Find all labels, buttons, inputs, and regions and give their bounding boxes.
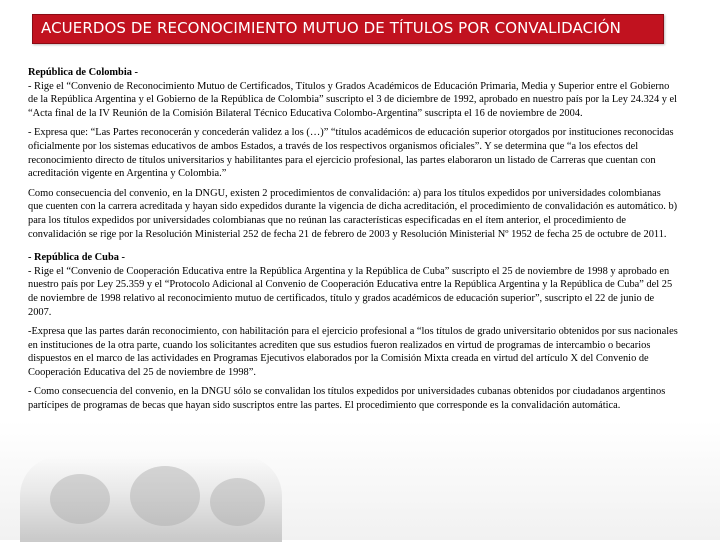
cuba-paragraph-1: - Rige el “Convenio de Cooperación Educativa entre la República Argentina y la República de Cuba” suscripto el 25 de noviembre de 1998 y aprobado en nuestro país por Ley 25.359 y el “Protocolo Adicional al Convenio de Cooperación Educativa entre la República Argentina y la República de Cuba” del 25 de noviembre de 1998 relativo al reconocimiento mutuo de certificados, título y grados académicos de educación superior”, suscripto el 22 de junio de 2007. — [28, 265, 673, 318]
photo-figure — [210, 478, 265, 526]
slide-title-bar — [32, 14, 664, 44]
slide-content — [28, 66, 678, 419]
slide-title: ACUERDOS DE RECONOCIMIENTO MUTUO DE TÍTULOS POR CONVALIDACIÓN — [41, 19, 621, 37]
colombia-paragraph-1: - Rige el “Convenio de Reconocimiento Mutuo de Certificados, Títulos y Grados Académicos de Educación Primaria, Media y Superior entre el Gobierno de la República Argentina y el Gobierno de la República de Colombia” suscripto el 3 de diciembre de 1992, aprobado en nuestro país por la Ley 24.324 y el “Acta final de la IV Reunión de la Comisión Bilateral Técnico Educativa Colombo-Argentina” suscripta el 16 de noviembre de 2004. — [28, 80, 678, 119]
photo-figure — [50, 474, 110, 524]
photo-figure — [130, 466, 200, 526]
colombia-heading: República de Colombia - — [28, 67, 138, 78]
cuba-heading: - República de Cuba - — [28, 252, 125, 264]
colombia-section — [28, 66, 678, 120]
cuba-section — [28, 251, 678, 319]
cuba-paragraph-2: -Expresa que las partes darán reconocimiento, con habilitación para el ejercicio profesional a “los títulos de grado universitario obtenidos por sus nacionales en instituciones de la otra parte, cuando los solicitantes acrediten que sus estudios fueron realizados en virtud de programas de intercambio o becarios dispuestos en el marco de las actividades en Programas Ejecutivos elaborados por la Comisión Mixta creada en virtud del artículo X del Convenio de Cooperación Educativa del 25 de noviembre de 1998”. — [28, 326, 678, 378]
colombia-paragraph-2: - Expresa que: “Las Partes reconocerán y concederán validez a los (…)” “títulos académicos de educación superior otorgados por instituciones reconocidas oficialmente por los sistemas educativos de ambos Estados, a través de los respectivos organismos oficiales”. Y se determina que “a los efectos del reconocimiento directo de títulos universitarios y habilitantes para el ejercicio profesional, las partes elaboraron un listado de Carreras que cuentan con acreditación vigente en Argentina y Colombia.” — [28, 127, 674, 180]
background-photo — [20, 456, 282, 542]
cuba-paragraph-3: - Como consecuencia del convenio, en la DNGU sólo se convalidan los títulos expedidos por universidades cubanas obtenidos por ciudadanos argentinos partícipes de programas de becas que hayan sido suscriptos entre las partes. El procedimiento que corresponde es la convalidación automática. — [28, 386, 666, 412]
colombia-paragraph-3: Como consecuencia del convenio, en la DNGU, existen 2 procedimientos de convalidación: a) para los títulos expedidos por universidades colombianas que cuenten con la carrera acreditada y hayan sido expedidos durante la vigencia de dicha acreditación, el procedimiento de convalidación es automático. b) para los títulos expedidos por universidades colombianas que no reúnan las características especificadas en el ítem anterior, el procedimiento de convalidación se rige por la Resolución Ministerial 252 de fecha 21 de febrero de 2003 y Resolución Ministerial Nº 1952 de fecha 25 de octubre de 2011. — [28, 187, 678, 240]
